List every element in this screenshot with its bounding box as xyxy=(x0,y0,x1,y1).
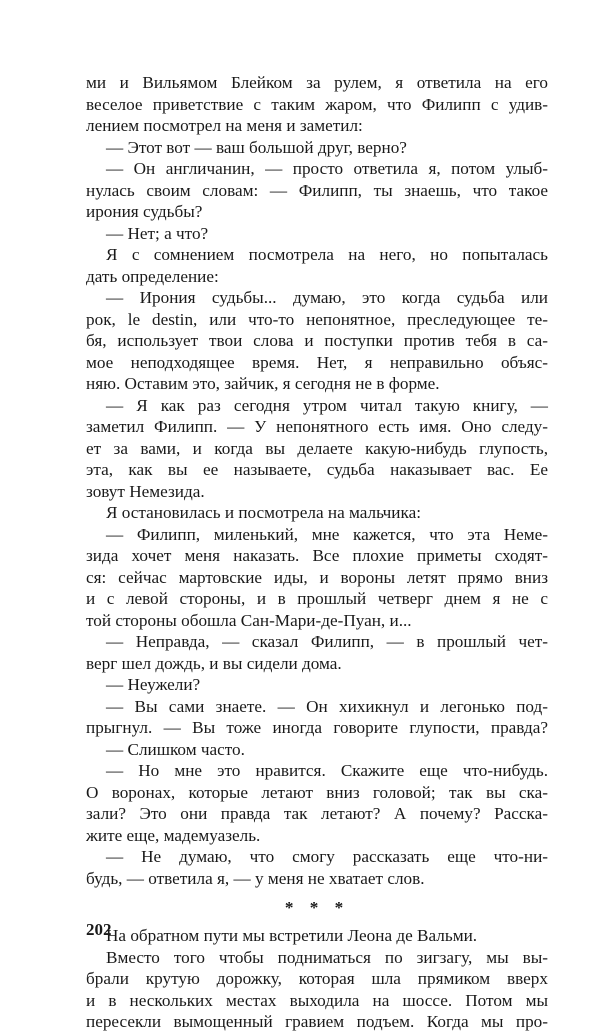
text-line: той стороны обошла Сан-Мари-де-Пуан, и... xyxy=(86,610,412,630)
text-line: жите еще, мадемуазель. xyxy=(86,825,261,845)
text-line: лением посмотрел на меня и заметил: xyxy=(86,116,363,135)
text-line: брали крутую дорожку, которая шла прямиком вверх xyxy=(86,969,548,988)
text-line: — Я как раз сегодня утром читал такую книгу, — xyxy=(106,395,548,415)
text-line: — Слишком часто. xyxy=(106,739,245,759)
text-line: дать определение: xyxy=(86,266,219,286)
text-line: — Неправда, — сказал Филипп, — в прошлый чет- xyxy=(106,632,548,651)
text-line: рок, le destin, или что-то непонятное, преследующее те- xyxy=(86,309,548,329)
text-line: — Вы сами знаете. — Он хихикнул и легонько под- xyxy=(106,696,548,716)
text-line: верг шел дождь, и вы сидели дома. xyxy=(86,653,342,673)
section-separator: * * * xyxy=(284,898,350,917)
text-line: Я остановилась и посмотрела на мальчика: xyxy=(106,503,421,522)
text-line: ми и Вильямом Блейком за рулем, я ответила на его xyxy=(86,73,548,92)
text-line: — Нет; а что? xyxy=(106,223,209,243)
text-line: зида хочет меня наказать. Все плохие приметы сходят- xyxy=(86,546,548,565)
text-line: будь, — ответила я, — у меня не хватает слов. xyxy=(86,868,425,888)
text-line: ирония судьбы? xyxy=(86,202,203,221)
text-line: веселое приветствие с таким жаром, что Филипп с удив- xyxy=(86,94,548,114)
text-line: мое неподходящее время. Нет, я неправильно объяс- xyxy=(86,352,548,372)
text-line: бя, использует твои слова и поступки против тебя в са- xyxy=(86,331,548,350)
text-line: эта, как вы ее называете, судьба наказывает вас. Ее xyxy=(86,460,548,479)
book-page xyxy=(86,72,548,1033)
text-line: На обратном пути мы встретили Леона де Вальми. xyxy=(106,926,478,945)
text-line: ет за вами, и когда вы делаете какую-нибудь глупость, xyxy=(86,438,548,458)
text-line: — Неужели? xyxy=(106,675,201,694)
text-line: и в нескольких местах выходила на шоссе. Потом мы xyxy=(86,990,548,1010)
text-line: — Но мне это нравится. Скажите еще что-нибудь. xyxy=(106,761,548,780)
text-line: прыгнул. — Вы тоже иногда говорите глупости, правда? xyxy=(86,718,548,737)
page-number: 202 xyxy=(86,920,112,939)
text-line: няю. Оставим это, зайчик, я сегодня не в форме. xyxy=(86,374,440,393)
text-block-1 xyxy=(86,72,548,889)
text-line: зовут Немезида. xyxy=(86,481,205,501)
text-line: — Не думаю, что смогу рассказать еще что-ни- xyxy=(106,847,548,866)
text-line: и с левой стороны, и в прошлый четверг днем я не с xyxy=(86,589,548,608)
text-line: нулась своим словам: — Филипп, ты знаешь, что такое xyxy=(86,180,548,200)
text-line: пересекли вымощенный гравием подъем. Когда мы про- xyxy=(86,1012,548,1031)
text-line: — Ирония судьбы... думаю, это когда судьба или xyxy=(106,288,548,307)
text-line: О воронах, которые летают вниз головой; так вы ска- xyxy=(86,782,548,802)
text-line: — Он англичанин, — просто ответила я, потом улыб- xyxy=(106,159,548,178)
text-line: заметил Филипп. — У непонятного есть имя. Оно следу- xyxy=(86,417,548,436)
text-line: ся: сейчас мартовские иды, и вороны летят прямо вниз xyxy=(86,567,548,587)
text-line: — Филипп, миленький, мне кажется, что эта Неме- xyxy=(106,524,548,544)
text-block-2 xyxy=(86,925,548,1033)
text-line: Я с сомнением посмотрела на него, но попыталась xyxy=(106,245,548,264)
text-line: — Этот вот — ваш большой друг, верно? xyxy=(106,137,407,157)
text-line: Вместо того чтобы подниматься по зигзагу, мы вы- xyxy=(106,947,548,967)
text-line: зали? Это они правда так летают? А почему? Расска- xyxy=(86,804,548,823)
